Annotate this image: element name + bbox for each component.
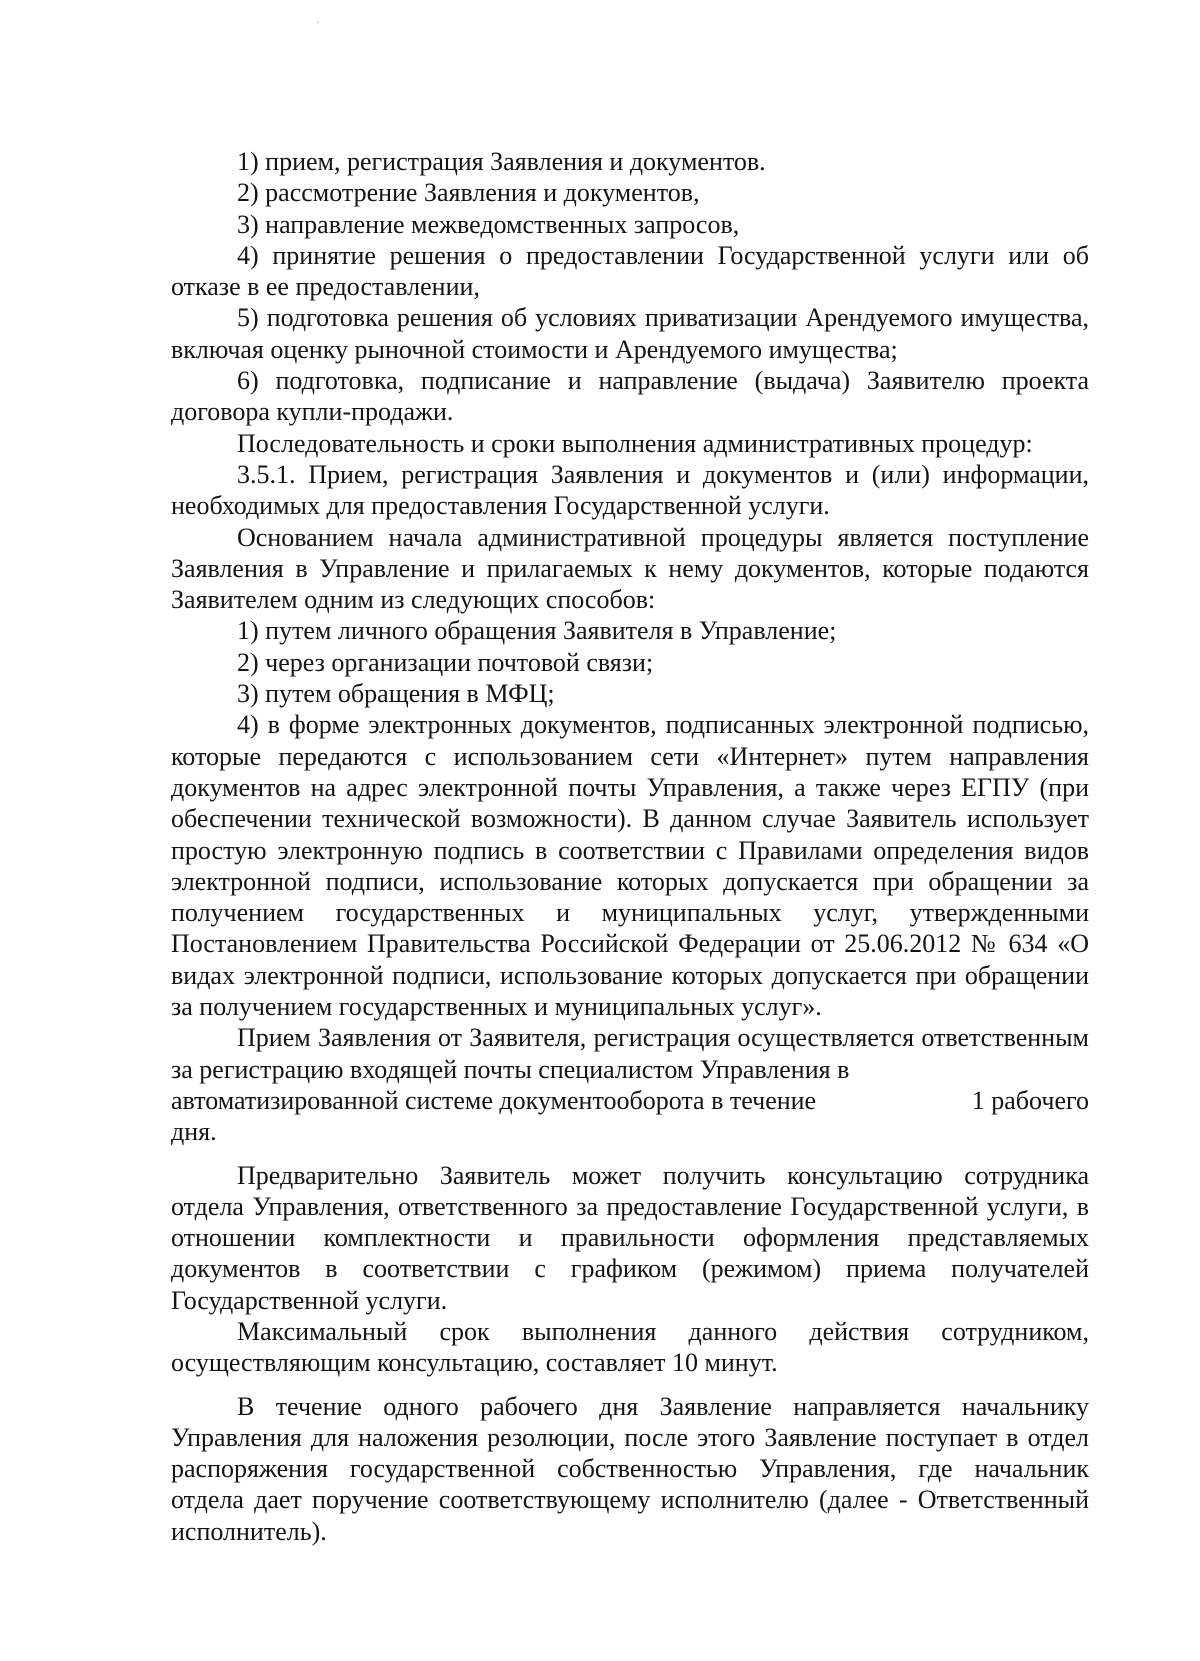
list-item-procedure-4: 4) принятие решения о предоставлении Государственной услуги или об отказе в ее предоставлении, — [171, 240, 1089, 302]
grounds-paragraph: Основанием начала административной процедуры является поступление Заявления в Управление и прилагаемых к нему документов, которые подаются Заявителем одним из следующих способов: — [171, 522, 1089, 615]
section-3-5-1-heading: 3.5.1. Прием, регистрация Заявления и документов и (или) информации, необходимых для предоставления Государственной услуги. — [171, 459, 1089, 521]
document-text — [171, 146, 1089, 1547]
reception-tail-line — [171, 1085, 1089, 1116]
method-item-4: 4) в форме электронных документов, подписанных электронной подписью, которые передаются с использованием сети «Интернет» путем направления документов на адрес электронной почты Управления, а также через ЕГПУ (при обеспечении технической возможности). В данном случае Заявитель использует простую электронную подпись в соответствии с Правилами определения видов электронной подписи, использование которых допускается при обращении за получением государственных и муниципальных услуг, утвержденными Постановлением Правительства Российской Федерации от 25.06.2012 № 634 «О видах электронной подписи, использование которых допускается при обращении за получением государственных и муниципальных услуг». — [171, 710, 1089, 1022]
method-item-1: 1) путем личного обращения Заявителя в Управление; — [237, 616, 837, 646]
list-item-procedure-5: 5) подготовка решения об условиях приватизации Арендуемого имущества, включая оценку рыночной стоимости и Арендуемого имущества; — [171, 303, 1089, 364]
max-term-paragraph: Максимальный срок выполнения данного действия сотрудником, осуществляющим консультацию, составляет 10 минут. — [171, 1316, 1089, 1378]
sequence-heading: Последовательность и сроки выполнения административных процедур: — [237, 428, 1033, 458]
reception-tail-left: автоматизированной системе документооборота в течение — [171, 1085, 817, 1115]
method-item-3: 3) путем обращения в МФЦ; — [237, 679, 555, 709]
list-item-procedure-2: 2) рассмотрение Заявления и документов, — [237, 178, 700, 208]
list-item-procedure-1: 1) прием, регистрация Заявления и документов. — [237, 147, 766, 176]
reception-last-word: дня. — [171, 1117, 217, 1147]
list-item-procedure-3: 3) направление межведомственных запросов, — [237, 209, 740, 239]
method-item-2: 2) через организации почтовой связи; — [237, 647, 654, 677]
scan-mark — [317, 22, 319, 23]
reception-tail-right: 1 рабочего — [971, 1085, 1089, 1115]
list-item-procedure-6: 6) подготовка, подписание и направление (выдача) Заявителю проекта договора купли-продажи. — [171, 366, 1089, 427]
reception-main-text: Прием Заявления от Заявителя, регистрация осуществляется ответственным за регистрацию входящей почты специалистом Управления в — [171, 1023, 1089, 1084]
consultation-paragraph: Предварительно Заявитель может получить консультацию сотрудника отдела Управления, ответственного за предоставление Государственной услуги, в отношении комплектности и правильности оформления представляемых документов в соответствии с графиком (режимом) приема получателей Государственной услуги. — [171, 1160, 1089, 1315]
routing-paragraph: В течение одного рабочего дня Заявление направляется начальнику Управления для наложения резолюции, после этого Заявление поступает в отдел распоряжения государственной собственностью Управления, где начальник отдела дает поручение соответствующему исполнителю (далее - Ответственный исполнитель). — [171, 1391, 1089, 1546]
reception-paragraph — [171, 1022, 1089, 1147]
